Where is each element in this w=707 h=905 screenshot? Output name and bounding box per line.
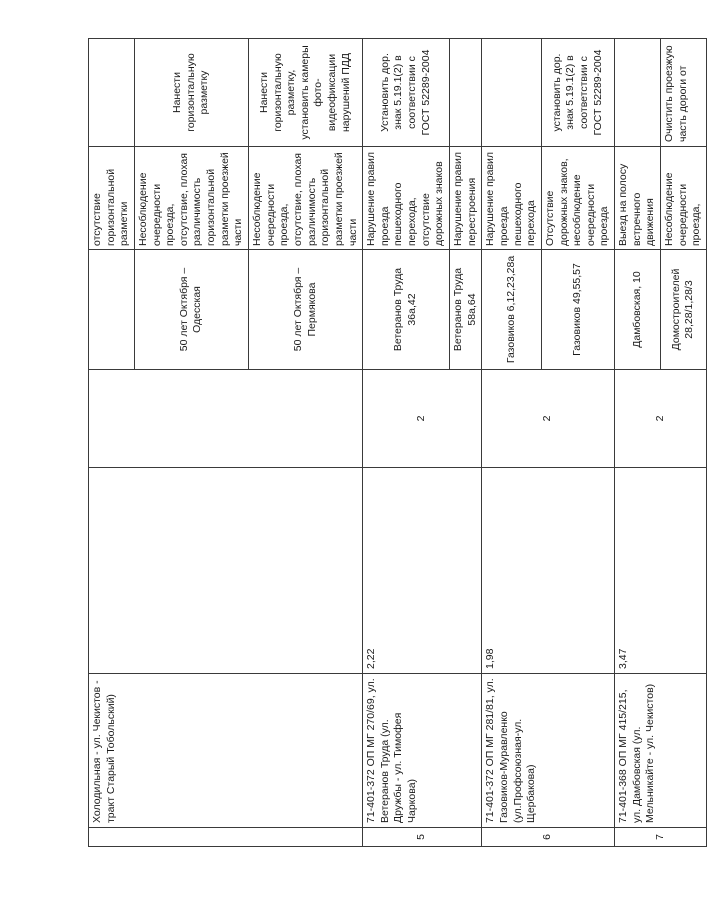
road-length-cell: 1,98 — [482, 468, 615, 674]
measure-cell — [89, 39, 135, 147]
location-cell: Ветеранов Труда 36а,42 — [363, 250, 450, 370]
measure-cell — [450, 39, 482, 147]
measure-cell: Очистить проезжую часть дороги от — [660, 39, 706, 147]
location-cell: Домостроителей 28,28/1,28/3 — [660, 250, 706, 370]
table-row — [482, 39, 542, 847]
road-length-cell: 3,47 — [615, 468, 707, 674]
road-name-cell: 71-401-368 ОП МГ 415/215, ул. Дамбовская (ул. Мельникайте - ул. Чекистов) — [615, 674, 707, 828]
violation-cell: Нарушение правил проезда пешеходного перехода — [482, 147, 542, 250]
table-row — [615, 39, 661, 847]
location-cell: Дамбовская, 10 — [615, 250, 661, 370]
row-number-cell: 7 — [615, 828, 707, 847]
places-count-cell: 2 — [482, 370, 615, 468]
measure-cell — [615, 39, 661, 147]
violation-cell: Отсутствие дорожных знаков, несоблюдение очередности проезда — [541, 147, 614, 250]
measure-cell: Нанести горизонтальную разметку — [134, 39, 248, 147]
location-cell: Газовиков 6,12,23,28а — [482, 250, 542, 370]
measure-cell: Нанести горизонтальную разметку, установить камеры фото-видеофиксации нарушений ПДД — [249, 39, 363, 147]
table-row — [363, 39, 450, 847]
location-cell — [89, 250, 135, 370]
row-number-cell: 5 — [363, 828, 482, 847]
violation-cell: Несоблюдение очередности проезда, отсутствие, плохая различимость горизонтальной разметки проезжей части — [134, 147, 248, 250]
places-count-cell: 2 — [363, 370, 482, 468]
road-name-cell: 71-401-372 ОП МГ 270/69, ул. Ветеранов Труда (ул. Дружбы - ул. Тимофея Чаркова) — [363, 674, 482, 828]
violation-cell: Выезд на полосу встречного движения — [615, 147, 661, 250]
road-length-cell — [89, 468, 363, 674]
violation-cell: Нарушение правил перестроения — [450, 147, 482, 250]
places-count-cell — [89, 370, 363, 468]
table-row — [89, 39, 135, 847]
road-name-cell: Холодильная - ул. Чекистов - тракт Старый Тобольский) — [89, 674, 363, 828]
violation-cell: Несоблюдение очередности проезда, — [660, 147, 706, 250]
road-name-cell: 71-401-372 ОП МГ 281/81, ул. Газовиков-Муравленко (ул.Профсоюзная-ул. Щербакова) — [482, 674, 615, 828]
places-count-cell: 2 — [615, 370, 707, 468]
measure-cell: установить дор. знак 5.19.1(2) в соответствии с ГОСТ 52289-2004 — [541, 39, 614, 147]
row-number-cell — [89, 828, 363, 847]
row-number-cell: 6 — [482, 828, 615, 847]
location-cell: Ветеранов Труда 58а,64 — [450, 250, 482, 370]
road-violations-table — [88, 38, 707, 847]
location-cell: 50 лет Октября – Пермякова — [249, 250, 363, 370]
measure-cell — [482, 39, 542, 147]
location-cell: Газовиков 49,55,57 — [541, 250, 614, 370]
measure-cell: Установить дор. знак 5.19.1(2) в соответствии с ГОСТ 52289-2004 — [363, 39, 450, 147]
violation-cell: Несоблюдение очередности проезда, отсутствие, плохая различимость горизонтальной разметки проезжей части — [249, 147, 363, 250]
violation-cell: Нарушение правил проезда пешеходного перехода, отсутствие дорожных знаков — [363, 147, 450, 250]
violation-cell: отсутствие горизонтальной разметки — [89, 147, 135, 250]
location-cell: 50 лет Октября – Одесская — [134, 250, 248, 370]
road-length-cell: 2,22 — [363, 468, 482, 674]
